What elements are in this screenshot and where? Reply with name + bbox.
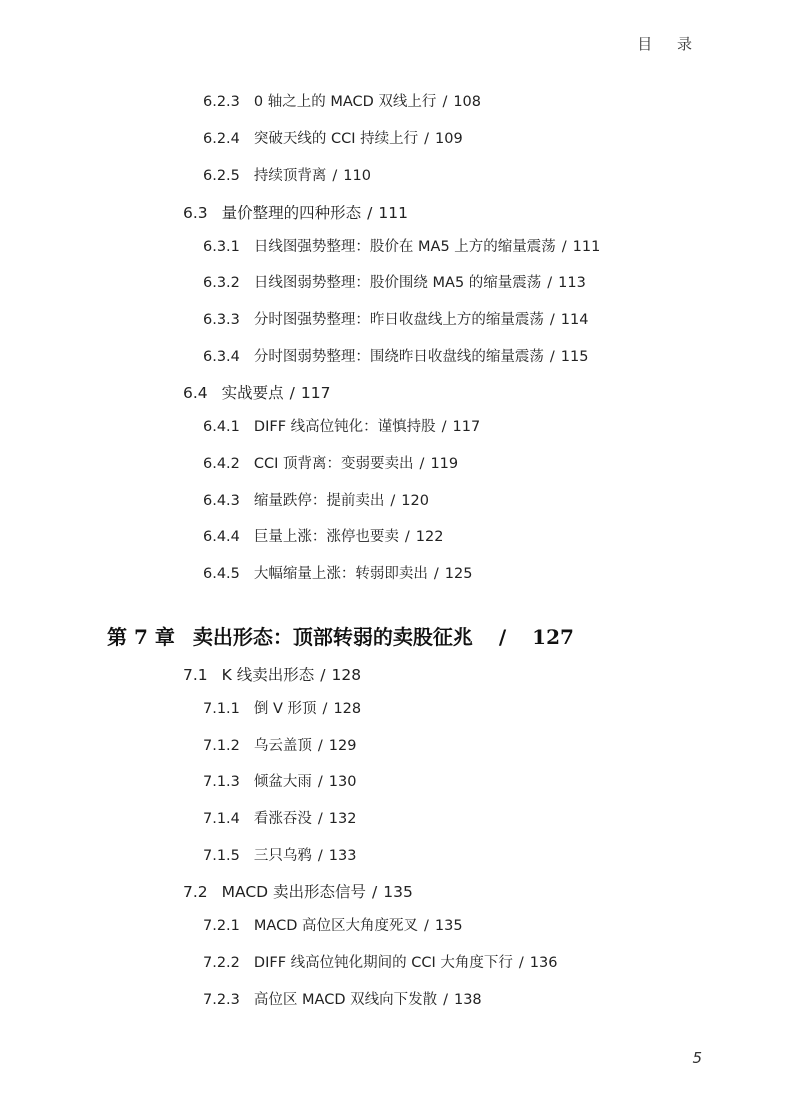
- toc-entry[interactable]: [203, 807, 356, 828]
- entry-number: 7.2.2: [203, 955, 240, 971]
- entry-number: 7.1.1: [203, 701, 240, 717]
- entry-title: 实战要点: [221, 384, 284, 402]
- entry-separator: /: [320, 666, 326, 684]
- entry-separator: /: [390, 493, 396, 509]
- entry-number: 7.1.5: [203, 848, 240, 864]
- toc-entry[interactable]: [203, 562, 472, 583]
- entry-number: 6.4.3: [203, 493, 240, 509]
- chapter-title: 卖出形态：顶部转弱的卖股征兆: [192, 625, 473, 649]
- entry-title: 日线图强势整理：股价在 MA5 上方的缩量震荡: [253, 239, 556, 255]
- entry-separator: /: [433, 566, 439, 582]
- entry-number: 6.3: [183, 204, 208, 222]
- toc-entry[interactable]: [203, 345, 588, 366]
- entry-number: 7.2.3: [203, 992, 240, 1008]
- toc-entry[interactable]: [203, 844, 356, 865]
- entry-number: 7.1.3: [203, 774, 240, 790]
- entry-number: 6.2.5: [203, 168, 240, 184]
- entry-page: 138: [453, 992, 482, 1008]
- entry-number: 7.1: [183, 666, 208, 684]
- toc-entry[interactable]: [203, 525, 443, 546]
- entry-page: 128: [331, 666, 362, 684]
- entry-page: 110: [343, 168, 371, 184]
- toc-entry[interactable]: [203, 734, 356, 755]
- entry-number: 6.3.4: [203, 349, 240, 365]
- entry-number: 6.2.4: [203, 131, 240, 147]
- entry-title: 量价整理的四种形态: [221, 204, 362, 222]
- toc-section-entry[interactable]: [183, 201, 408, 223]
- entry-title: 巨量上涨：涨停也要卖: [253, 529, 399, 545]
- page-number: 5: [692, 1049, 702, 1067]
- entry-page: 117: [452, 419, 481, 435]
- entry-title: DIFF 线高位钝化：谨慎持股: [253, 419, 436, 435]
- toc-section-entry[interactable]: [183, 663, 361, 685]
- entry-page: 111: [378, 204, 408, 222]
- entry-page: 135: [434, 918, 463, 934]
- chapter-page: 127: [532, 625, 574, 649]
- entry-title: 乌云盖顶: [253, 738, 312, 754]
- entry-page: 132: [328, 811, 357, 827]
- entry-title: CCI 顶背离：变弱要卖出: [253, 456, 414, 472]
- entry-separator: /: [317, 738, 323, 754]
- entry-separator: /: [518, 955, 524, 971]
- entry-page: 133: [328, 848, 357, 864]
- entry-number: 6.3.1: [203, 239, 240, 255]
- entry-number: 6.2.3: [203, 94, 240, 110]
- entry-separator: /: [317, 774, 323, 790]
- entry-separator: /: [424, 131, 430, 147]
- entry-title: 持续顶背离: [253, 168, 327, 184]
- entry-title: 大幅缩量上涨：转弱即卖出: [253, 566, 428, 582]
- toc-entry[interactable]: [203, 697, 361, 718]
- entry-page: 108: [453, 94, 482, 110]
- entry-page: 122: [415, 529, 444, 545]
- entry-number: 6.3.3: [203, 312, 240, 328]
- entry-number: 7.1.2: [203, 738, 240, 754]
- entry-number: 6.4.1: [203, 419, 240, 435]
- entry-number: 6.3.2: [203, 275, 240, 291]
- entry-number: 7.2.1: [203, 918, 240, 934]
- toc-entry[interactable]: [203, 452, 458, 473]
- entry-page: 135: [383, 883, 413, 901]
- toc-entry[interactable]: [203, 489, 429, 510]
- entry-separator: /: [549, 349, 555, 365]
- entry-number: 6.4.4: [203, 529, 240, 545]
- toc-entry[interactable]: [203, 127, 463, 148]
- toc-entry[interactable]: [203, 951, 557, 972]
- entry-number: 6.4.5: [203, 566, 240, 582]
- entry-separator: /: [547, 275, 553, 291]
- entry-page: 119: [430, 456, 459, 472]
- toc-entry[interactable]: [203, 770, 356, 791]
- entry-title: 高位区 MACD 双线向下发散: [253, 992, 438, 1008]
- entry-separator: /: [423, 918, 429, 934]
- entry-title: K 线卖出形态: [221, 666, 315, 684]
- entry-page: 125: [444, 566, 473, 582]
- running-header: 目 录: [637, 35, 702, 53]
- toc-entry[interactable]: [203, 415, 480, 436]
- entry-page: 114: [560, 312, 589, 328]
- toc-entry[interactable]: [203, 164, 371, 185]
- entry-title: 分时图弱势整理：围绕昨日收盘线的缩量震荡: [253, 349, 544, 365]
- entry-title: 倾盆大雨: [253, 774, 312, 790]
- entry-title: 分时图强势整理：昨日收盘线上方的缩量震荡: [253, 312, 544, 328]
- entry-separator: /: [367, 204, 373, 222]
- entry-page: 111: [572, 239, 601, 255]
- entry-separator: /: [404, 529, 410, 545]
- toc-entry[interactable]: [203, 914, 463, 935]
- entry-separator: /: [332, 168, 338, 184]
- entry-page: 115: [560, 349, 589, 365]
- toc-entry[interactable]: [203, 988, 482, 1009]
- entry-number: 6.4.2: [203, 456, 240, 472]
- entry-number: 7.1.4: [203, 811, 240, 827]
- entry-separator: /: [561, 239, 567, 255]
- entry-separator: /: [317, 811, 323, 827]
- entry-title: MACD 高位区大角度死叉: [253, 918, 418, 934]
- entry-title: 日线图弱势整理：股价围绕 MA5 的缩量震荡: [253, 275, 542, 291]
- entry-title: 突破天线的 CCI 持续上行: [253, 131, 419, 147]
- toc-section-entry[interactable]: [183, 880, 413, 902]
- entry-number: 7.2: [183, 883, 208, 901]
- entry-page: 117: [300, 384, 331, 402]
- entry-separator: /: [289, 384, 295, 402]
- entry-separator: /: [372, 883, 378, 901]
- entry-number: 6.4: [183, 384, 208, 402]
- entry-page: 130: [328, 774, 357, 790]
- entry-separator: /: [442, 94, 448, 110]
- entry-title: 0 轴之上的 MACD 双线上行: [253, 94, 437, 110]
- entry-separator: /: [419, 456, 425, 472]
- toc-entry[interactable]: [203, 271, 586, 292]
- entry-page: 136: [529, 955, 558, 971]
- toc-section-entry[interactable]: [183, 381, 331, 403]
- entry-title: 倒 V 形顶: [253, 701, 317, 717]
- entry-separator: /: [549, 312, 555, 328]
- entry-title: MACD 卖出形态信号: [221, 883, 367, 901]
- entry-separator: /: [322, 701, 328, 717]
- entry-separator: /: [441, 419, 447, 435]
- entry-title: 看涨吞没: [253, 811, 312, 827]
- toc-entry[interactable]: [203, 308, 588, 329]
- entry-page: 128: [333, 701, 362, 717]
- entry-page: 113: [558, 275, 586, 291]
- entry-title: 缩量跌停：提前卖出: [253, 493, 385, 509]
- entry-page: 120: [401, 493, 429, 509]
- chapter-separator: /: [498, 625, 507, 649]
- chapter-number: 第 7 章: [107, 625, 175, 649]
- toc-entry[interactable]: [203, 235, 600, 256]
- entry-page: 109: [435, 131, 463, 147]
- entry-page: 129: [328, 738, 357, 754]
- toc-entry[interactable]: [203, 90, 481, 111]
- entry-title: 三只乌鸦: [253, 848, 312, 864]
- chapter-heading[interactable]: [107, 621, 574, 650]
- entry-separator: /: [443, 992, 448, 1008]
- entry-separator: /: [317, 848, 323, 864]
- entry-title: DIFF 线高位钝化期间的 CCI 大角度下行: [253, 955, 513, 971]
